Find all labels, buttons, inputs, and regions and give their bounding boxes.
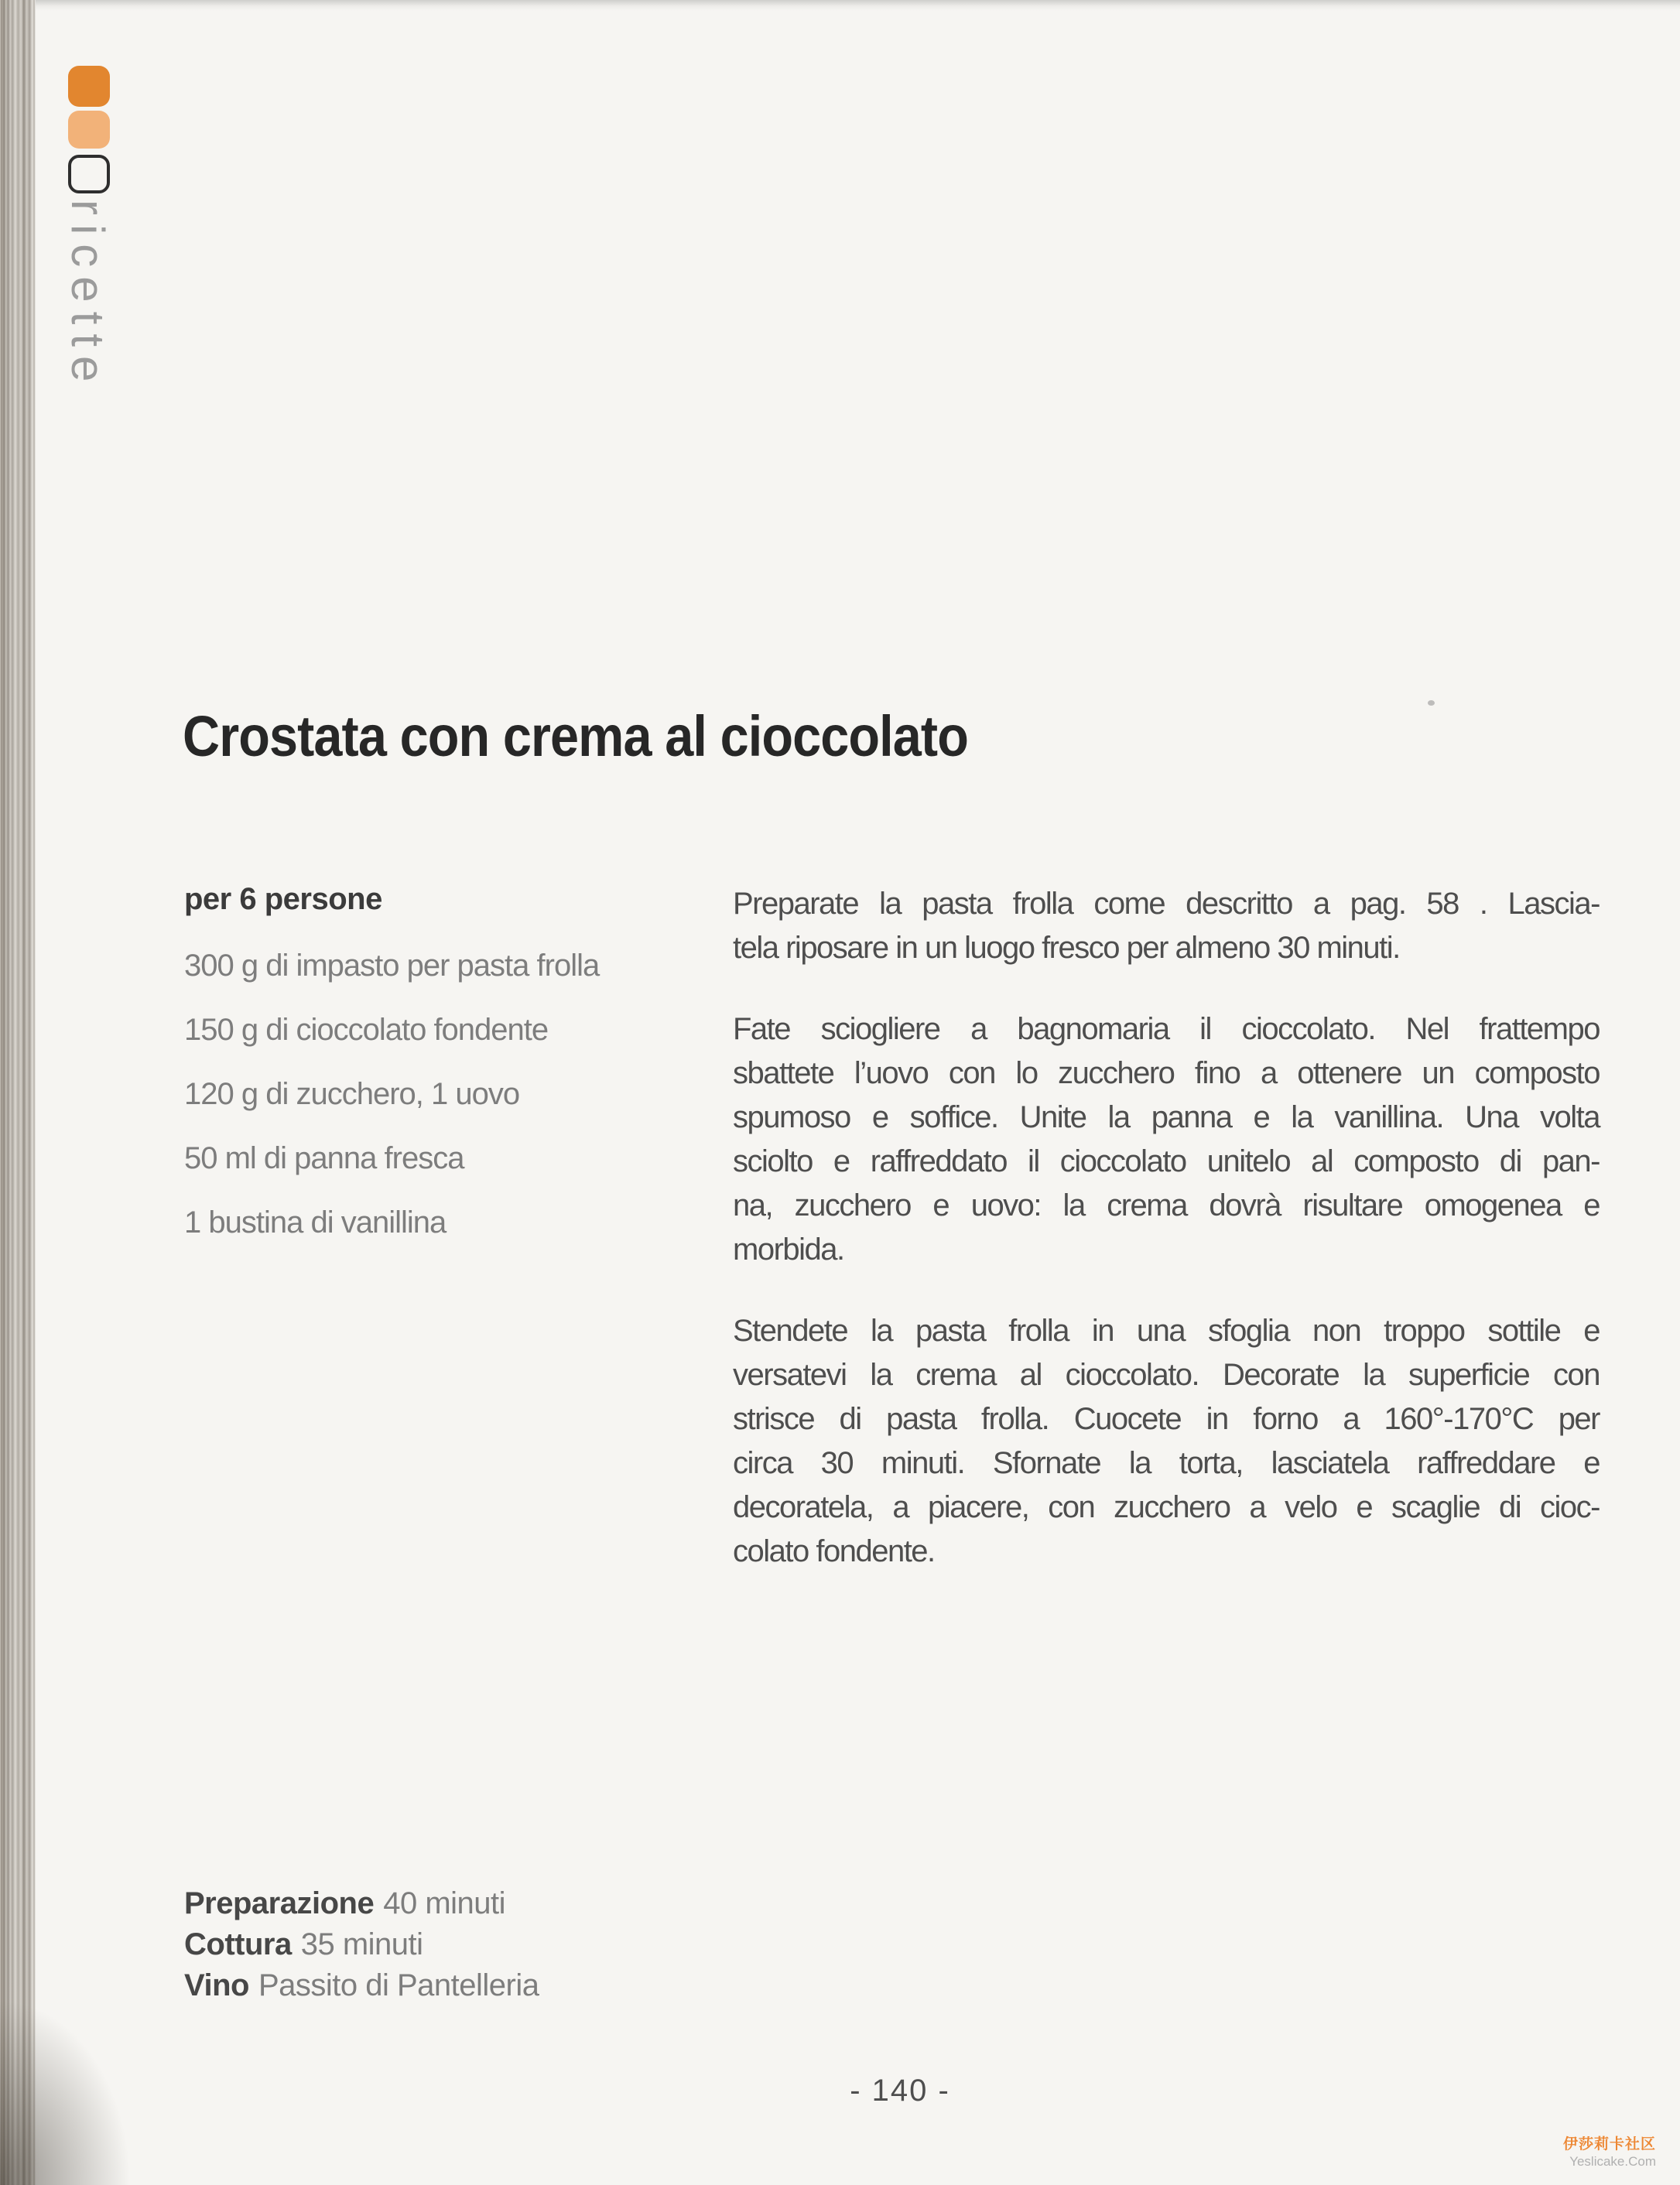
watermark-site-text: Yeslicake.Com bbox=[1569, 2154, 1656, 2169]
ingredient-item: 300 g di impasto per pasta frolla bbox=[184, 949, 600, 983]
instruction-paragraph-1 bbox=[733, 882, 1600, 970]
watermark bbox=[1563, 2135, 1656, 2170]
text-line: Preparate la pasta frolla come descritto a pag. 58 . Lascia- bbox=[733, 887, 1600, 921]
watermark-chinese-text: 伊莎莉卡社区 bbox=[1562, 2136, 1656, 2153]
text-line: sciolto e raffreddato il cioccolato unitelo al composto di pan- bbox=[733, 1144, 1600, 1178]
serves-heading: per 6 persone bbox=[184, 882, 382, 916]
page-number: - 140 - bbox=[850, 2074, 950, 2108]
instruction-paragraph-3 bbox=[733, 1309, 1600, 1574]
text-line: circa 30 minuti. Sfornate la torta, lasciatela raffreddare e bbox=[733, 1446, 1600, 1480]
ingredient-item: 1 bustina di vanillina bbox=[184, 1205, 447, 1240]
text-line: sbattete l’uovo con lo zucchero fino a ottenere un composto bbox=[733, 1056, 1600, 1090]
section-label-ricette: ricette bbox=[62, 200, 114, 392]
ingredients-panel bbox=[184, 880, 710, 1268]
meta-value: 35 minuti bbox=[300, 1927, 423, 1961]
ingredient-item: 150 g di cioccolato fondente bbox=[184, 1013, 549, 1047]
meta-label: Preparazione bbox=[184, 1886, 375, 1920]
instructions-column bbox=[733, 882, 1600, 1611]
book-pages-edge bbox=[0, 0, 36, 2185]
meta-label: Cottura bbox=[184, 1927, 292, 1961]
text-line: na, zucchero e uovo: la crema dovrà risultare omogenea e bbox=[733, 1188, 1600, 1222]
text-line: colato fondente. bbox=[733, 1534, 935, 1568]
meta-row bbox=[184, 1965, 539, 2006]
ingredients-list bbox=[184, 947, 710, 1241]
meta-label: Vino bbox=[184, 1968, 249, 2002]
text-line: Stendete la pasta frolla in una sfoglia non troppo sottile e bbox=[733, 1314, 1600, 1348]
ingredient-item: 120 g di zucchero, 1 uovo bbox=[184, 1077, 520, 1111]
meta-row bbox=[184, 1883, 539, 1924]
text-line: tela riposare in un luogo fresco per almeno 30 minuti. bbox=[733, 931, 1400, 965]
text-line: morbida. bbox=[733, 1233, 844, 1267]
text-line: spumoso e soffice. Unite la panna e la vanillina. Una volta bbox=[733, 1100, 1600, 1134]
meta-value: Passito di Pantelleria bbox=[258, 1968, 539, 2002]
logo-square-orange-icon bbox=[68, 66, 110, 107]
recipe-meta bbox=[184, 1883, 539, 2006]
scan-speck bbox=[1428, 700, 1435, 706]
logo-square-outline-icon bbox=[68, 155, 110, 193]
meta-value: 40 minuti bbox=[383, 1886, 506, 1920]
recipe-title: Crostata con crema al cioccolato bbox=[183, 704, 968, 768]
instruction-paragraph-2 bbox=[733, 1007, 1600, 1272]
text-line: strisce di pasta frolla. Cuocete in forno a 160°-170°C per bbox=[733, 1402, 1600, 1436]
ingredient-item: 50 ml di panna fresca bbox=[184, 1141, 464, 1175]
text-line: decoratela, a piacere, con zucchero a velo e scaglie di cioc- bbox=[733, 1490, 1600, 1524]
scan-top-edge bbox=[0, 0, 1680, 11]
text-line: Fate sciogliere a bagnomaria il cioccolato. Nel frattempo bbox=[733, 1012, 1600, 1046]
text-line: versatevi la crema al cioccolato. Decorate la superficie con bbox=[733, 1358, 1600, 1392]
logo-square-light-orange-icon bbox=[68, 111, 110, 149]
meta-row bbox=[184, 1924, 539, 1965]
